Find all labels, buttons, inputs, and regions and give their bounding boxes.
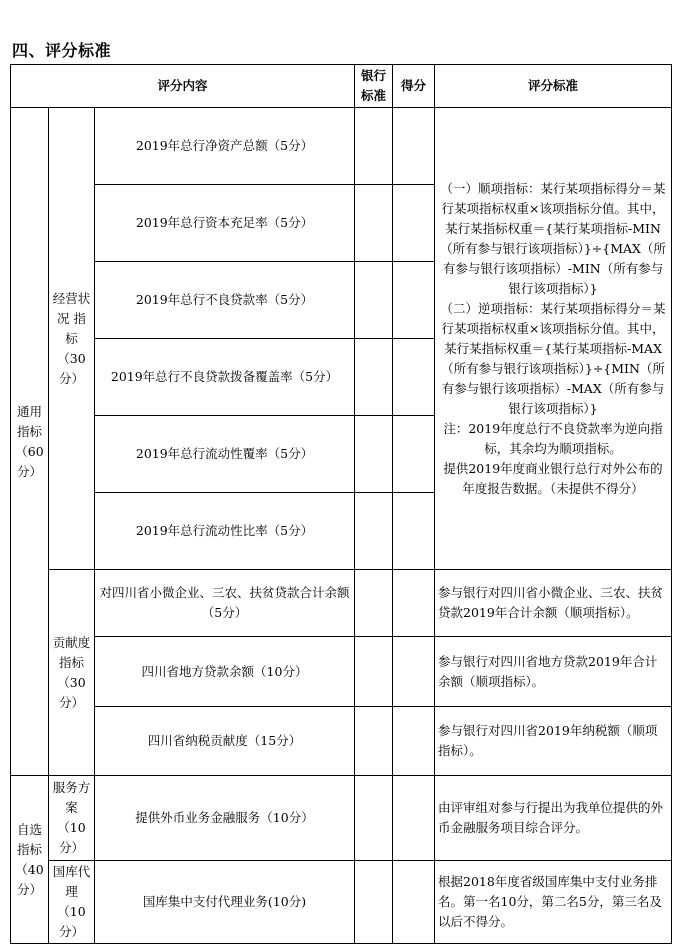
item-local-loans: 四川省地方贷款余额（10分） [95,637,355,707]
bank-standard-cell [355,776,393,861]
table-row [11,707,672,776]
item-tax-contribution: 四川省纳税贡献度（15分） [95,707,355,776]
score-cell [393,707,435,776]
bank-standard-cell [355,861,393,944]
criteria-forward: （一）顺项指标：某行某项指标得分＝某行某项指标权重×该项指标分值。其中，某行某指标权重＝{某行某项指标-MIN（所有参与银行该项指标）}÷{MAX（所有参与银行该项指标）-MIN（所有参与银行该项指标）} [440,180,666,296]
score-cell [393,861,435,944]
criteria-foreign-currency: 由评审组对参与行提出为我单位提供的外币金融服务项目综合评分。 [435,776,672,861]
criteria-note: 注：2019年度总行不良贷款率为逆向指标，其余均为顺项指标。 [443,420,663,456]
score-cell [393,493,435,570]
bank-standard-cell [355,570,393,637]
item-liquidity-coverage: 2019年总行流动性覆率（5分） [95,416,355,493]
score-cell [393,339,435,416]
item-npl-ratio: 2019年总行不良贷款率（5分） [95,262,355,339]
table-row [11,861,672,944]
group-label-general: 通用指标（60分） [11,108,49,776]
criteria-reverse: （二）逆项指标：某行某项指标得分＝某行某项指标权重×该项指标分值。其中，某行某指标权重＝{某行某项指标-MAX（所有参与银行该项指标）}÷{MIN（所有参与银行该项指标）-MAX（所有参与银行该项指标）} [440,300,666,416]
score-cell [393,776,435,861]
criteria-treasury-payment: 根据2018年度省级国库集中支付业务排名。第一名10分，第二名5分，第三名及以后不得分。 [435,861,672,944]
bank-standard-cell [355,262,393,339]
bank-standard-cell [355,637,393,707]
bank-standard-cell [355,493,393,570]
criteria-operation [435,108,672,570]
bank-standard-cell [355,108,393,185]
subgroup-label-treasury: 国库代理（10分） [49,861,95,944]
bank-standard-cell [355,416,393,493]
subgroup-label-operation: 经营状况 指标（30分） [49,108,95,570]
header-criteria: 评分标准 [435,65,672,108]
subgroup-label-contribution: 贡献度指标（30分） [49,570,95,776]
score-cell [393,570,435,637]
table-row [11,108,672,185]
item-provision-coverage: 2019年总行不良贷款拨备覆盖率（5分） [95,339,355,416]
item-sme-loans: 对四川省小微企业、三农、扶贫贷款合计余额（5分） [95,570,355,637]
item-liquidity-ratio: 2019年总行流动性比率（5分） [95,493,355,570]
item-capital-adequacy: 2019年总行资本充足率（5分） [95,185,355,262]
table-row [11,637,672,707]
criteria-sme-loans: 参与银行对四川省小微企业、三农、扶贫贷款2019年合计余额（顺项指标）。 [435,570,672,637]
section-title: 四、评分标准 [12,41,112,60]
header-bank-standard: 银行标准 [355,65,393,108]
table-row [11,776,672,861]
subgroup-label-service-plan: 服务方案（10分） [49,776,95,861]
table-header-row [11,65,672,108]
score-cell [393,262,435,339]
criteria-local-loans: 参与银行对四川省地方贷款2019年合计余额（顺项指标）。 [435,637,672,707]
bank-standard-cell [355,707,393,776]
header-content: 评分内容 [11,65,355,108]
item-treasury-payment: 国库集中支付代理业务(10分) [95,861,355,944]
group-label-optional: 自选指标（40分） [11,776,49,944]
table-row [11,570,672,637]
score-cell [393,637,435,707]
criteria-provide: 提供2019年度商业银行总行对外公布的年度报告数据。（未提供不得分） [443,460,663,496]
criteria-tax-contribution: 参与银行对四川省2019年纳税额（顺项指标）。 [435,707,672,776]
bank-standard-cell [355,185,393,262]
scoring-table [10,64,672,944]
item-net-assets: 2019年总行净资产总额（5分） [95,108,355,185]
item-foreign-currency: 提供外币业务金融服务（10分） [95,776,355,861]
header-score: 得分 [393,65,435,108]
score-cell [393,416,435,493]
bank-standard-cell [355,339,393,416]
score-cell [393,185,435,262]
score-cell [393,108,435,185]
